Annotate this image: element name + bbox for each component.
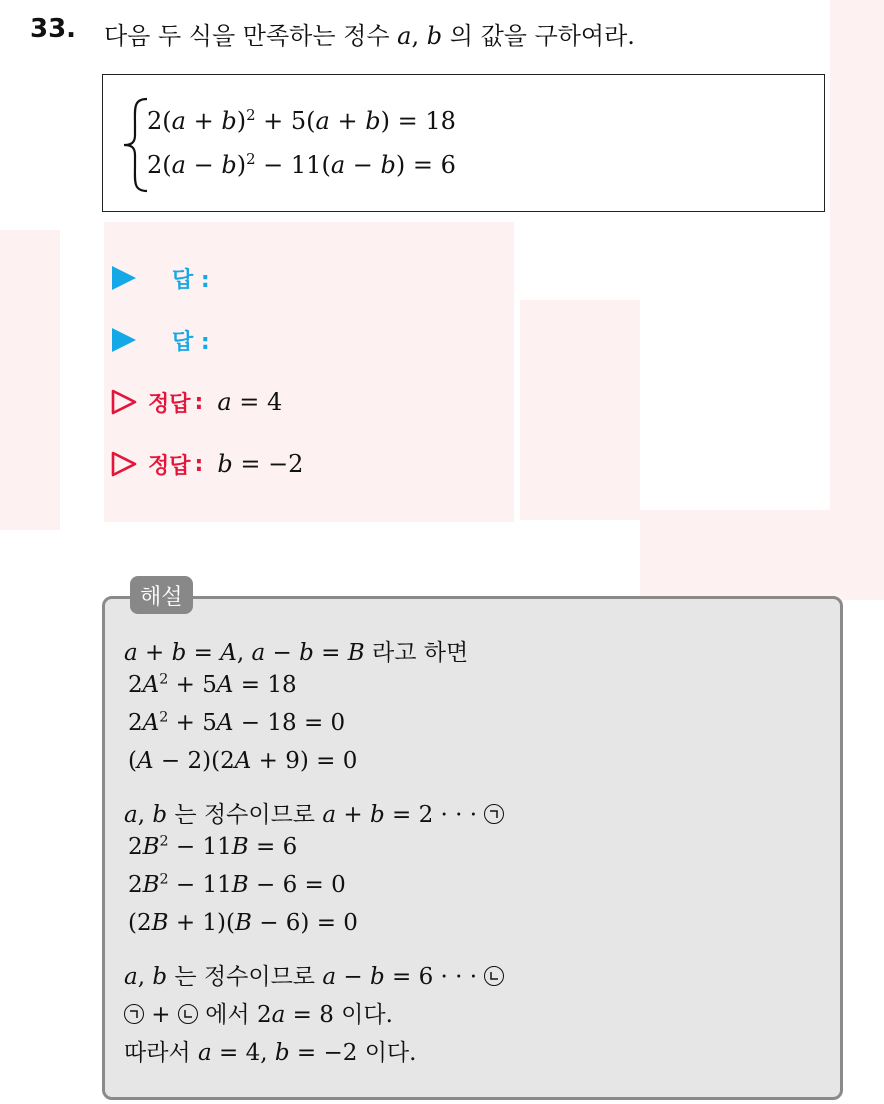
correct-answer-colon: : xyxy=(194,389,204,415)
correct-answer-label: 정답 xyxy=(148,391,191,417)
solution-line-4: (A − 2)(2A + 9) = 0 xyxy=(128,748,358,774)
equation-1: $2(a + b)^2 + 5(a + b) = 18$ xyxy=(147,106,456,135)
solution-line-11: 따라서 a = 4, b = −2 이다. xyxy=(124,1040,417,1066)
solution-tab: 해설 xyxy=(130,576,193,614)
solution-line-2: $2A^2 + 5A = 18$ xyxy=(128,671,297,698)
outline-triangle-icon xyxy=(110,451,138,477)
watermark-block xyxy=(640,510,830,600)
circled-giyeok-icon xyxy=(484,804,504,824)
watermark-block xyxy=(520,300,640,520)
circled-nieun-icon xyxy=(178,1004,198,1024)
answer-blank-2 xyxy=(110,320,210,360)
outline-triangle-icon xyxy=(110,389,138,415)
watermark-block xyxy=(0,230,60,530)
solution-line-8: (2B + 1)(B − 6) = 0 xyxy=(128,910,358,936)
correct-answer-colon: : xyxy=(194,451,204,477)
answer-blank-1 xyxy=(110,258,210,298)
answer-label: 답 : xyxy=(172,267,210,293)
question-text: 다음 두 식을 만족하는 정수 a, b 의 값을 구하여라. xyxy=(104,22,635,50)
solution-line-3: $2A^2 + 5A - 18 = 0$ xyxy=(128,709,346,736)
solution-line-7: $2B^2 - 11B - 6 = 0$ xyxy=(128,871,346,898)
solution-line-1: a + b = A, a − b = B 라고 하면 xyxy=(124,640,469,666)
play-triangle-icon xyxy=(110,265,138,291)
question-number: 33. xyxy=(30,14,77,44)
correct-answer-value: a = 4 xyxy=(217,388,283,416)
correct-answer-1 xyxy=(110,382,282,422)
equation-2: $2(a - b)^2 - 11(a - b) = 6$ xyxy=(147,150,456,179)
solution-line-6: $2B^2 - 11B = 6$ xyxy=(128,833,298,860)
circled-nieun-icon xyxy=(484,966,504,986)
correct-answer-value: b = −2 xyxy=(217,450,304,478)
correct-answer-label: 정답 xyxy=(148,453,191,479)
equation-system-box xyxy=(102,74,825,212)
solution-line-9: a, b 는 정수이므로 a − b = 6 · · · xyxy=(124,958,504,991)
solution-line-10: + 에서 2a = 8 이다. xyxy=(124,996,393,1029)
answer-label: 답 : xyxy=(172,329,210,355)
play-triangle-icon xyxy=(110,327,138,353)
correct-answer-2 xyxy=(110,444,303,484)
circled-giyeok-icon xyxy=(124,1004,144,1024)
solution-line-5: a, b 는 정수이므로 a + b = 2 · · · xyxy=(124,796,504,829)
watermark-block xyxy=(830,0,884,600)
